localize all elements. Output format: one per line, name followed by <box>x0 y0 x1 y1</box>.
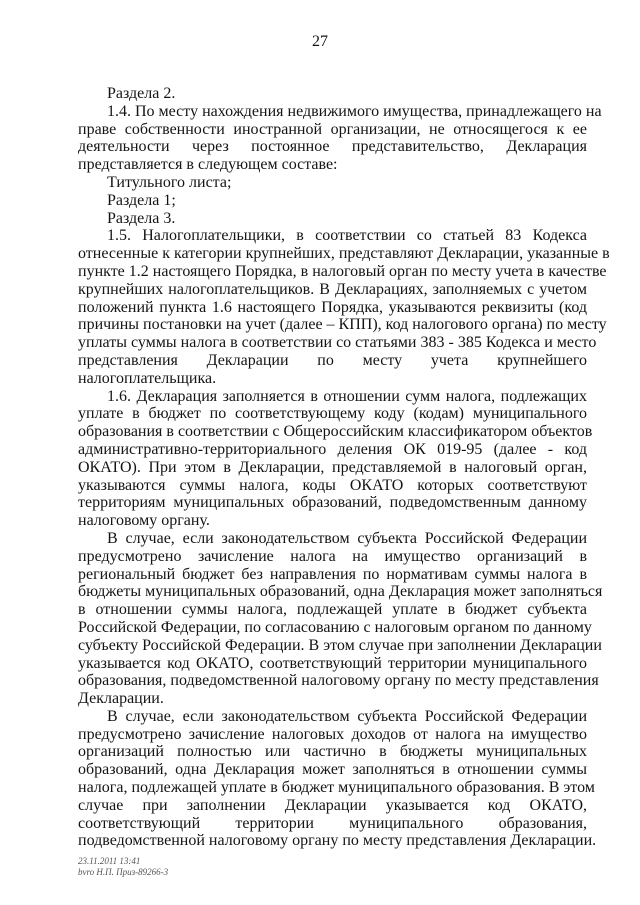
text-line: праве собственности иностранной организации, не относящегося к ее <box>78 120 587 138</box>
document-body <box>78 85 610 850</box>
text-line: административно-территориального деления ОК 019-95 (далее - код <box>78 440 587 458</box>
text-line: образования в соответствии с Общероссийским классификатором объектов <box>78 423 593 441</box>
paragraph <box>78 387 593 530</box>
paragraph <box>78 707 597 850</box>
text-line: 1.6. Декларация заполняется в отношении сумм налога, подлежащих <box>107 387 587 405</box>
paragraph <box>78 227 610 387</box>
text-line: положений пункта 1.6 настоящего Порядка, указываются реквизиты (код <box>78 298 587 316</box>
paragraph <box>78 85 587 103</box>
text-line: 1.4. По месту нахождения недвижимого имущества, принадлежащего на <box>107 102 602 120</box>
text-line: ОКАТО). При этом в Декларации, представляемой в налоговый орган, <box>78 458 587 476</box>
text-line: указываются суммы налога, коды ОКАТО которых соответствуют <box>78 476 587 494</box>
footer-timestamp: 23.11.2011 13:41 <box>78 856 141 866</box>
text-line: предусмотрено зачисление налога на имущество организаций в <box>78 547 587 565</box>
text-line: Раздела 3. <box>107 209 176 227</box>
text-line: Декларации. <box>78 690 164 708</box>
paragraph <box>78 529 603 708</box>
text-line: налогоплательщика. <box>78 369 217 387</box>
text-line: бюджеты муниципальных образований, одна Декларация может заполняться <box>78 583 603 601</box>
text-line: уплаты суммы налога в соответствии со статьями 383 - 385 Кодекса и место <box>78 334 597 352</box>
text-line: в отношении суммы налога, подлежащей уплате в бюджет субъекта <box>78 601 587 619</box>
text-line: организаций полностью или частично в бюджеты муниципальных <box>78 743 587 761</box>
paragraph <box>78 210 587 228</box>
text-line: уплате в бюджет по соответствующему коду (кодам) муниципального <box>78 405 587 423</box>
text-line: территориям муниципальных образований, подведомственным данному <box>78 494 587 512</box>
text-line: Российской Федерации, по согласованию с налоговым органом по данному <box>78 618 592 636</box>
text-line: подведомственной налоговому органу по месту представления Декларации. <box>78 832 597 850</box>
text-line: деятельности через постоянное представительство, Декларация <box>78 138 587 156</box>
text-line: образования, подведомственной налоговому органу по месту представления <box>78 672 599 690</box>
text-line: случае при заполнении Декларации указывается код ОКАТО, <box>78 796 587 814</box>
text-line: 1.5. Налогоплательщики, в соответствии со статьей 83 Кодекса <box>107 227 587 245</box>
text-line: Раздела 2. <box>107 85 176 102</box>
text-line: отнесенные к категории крупнейших, представляют Декларации, указанные в <box>78 245 610 263</box>
text-line: Раздела 1; <box>107 191 176 209</box>
text-line: предусмотрено зачисление налоговых доходов от налога на имущество <box>78 725 587 743</box>
paragraph <box>78 174 587 192</box>
text-line: представляется в следующем составе: <box>78 156 338 174</box>
text-line: региональный бюджет без направления по нормативам суммы налога в <box>78 565 587 583</box>
text-line: указывается код ОКАТО, соответствующий территории муниципального <box>78 654 587 672</box>
text-line: представления Декларации по месту учета крупнейшего <box>78 351 587 369</box>
paragraph <box>78 102 602 174</box>
text-line: В случае, если законодательством субъекта Российской Федерации <box>107 707 587 725</box>
text-line: причины постановки на учет (далее – КПП), код налогового органа) по месту <box>78 316 607 334</box>
text-line: Титульного листа; <box>107 173 232 191</box>
text-line: пункте 1.2 настоящего Порядка, в налоговый орган по месту учета в качестве <box>78 262 607 280</box>
text-line: соответствующий территории муниципального образования, <box>78 814 587 832</box>
text-line: крупнейших налогоплательщиков. В Декларациях, заполняемых с учетом <box>78 280 587 298</box>
page-number: 27 <box>312 33 328 50</box>
text-line: В случае, если законодательством субъекта Российской Федерации <box>107 529 587 547</box>
text-line: образований, одна Декларация может заполняться в отношении суммы <box>78 761 587 779</box>
text-line: субъекту Российской Федерации. В этом случае при заполнении Декларации <box>78 636 602 654</box>
footer-author: bvro Н.П. Приз-89266-3 <box>78 867 169 877</box>
text-line: налоговому органу. <box>78 512 210 530</box>
text-line: налога, подлежащей уплате в бюджет муниципального образования. В этом <box>78 779 595 797</box>
footer <box>78 856 168 878</box>
paragraph <box>78 192 587 210</box>
